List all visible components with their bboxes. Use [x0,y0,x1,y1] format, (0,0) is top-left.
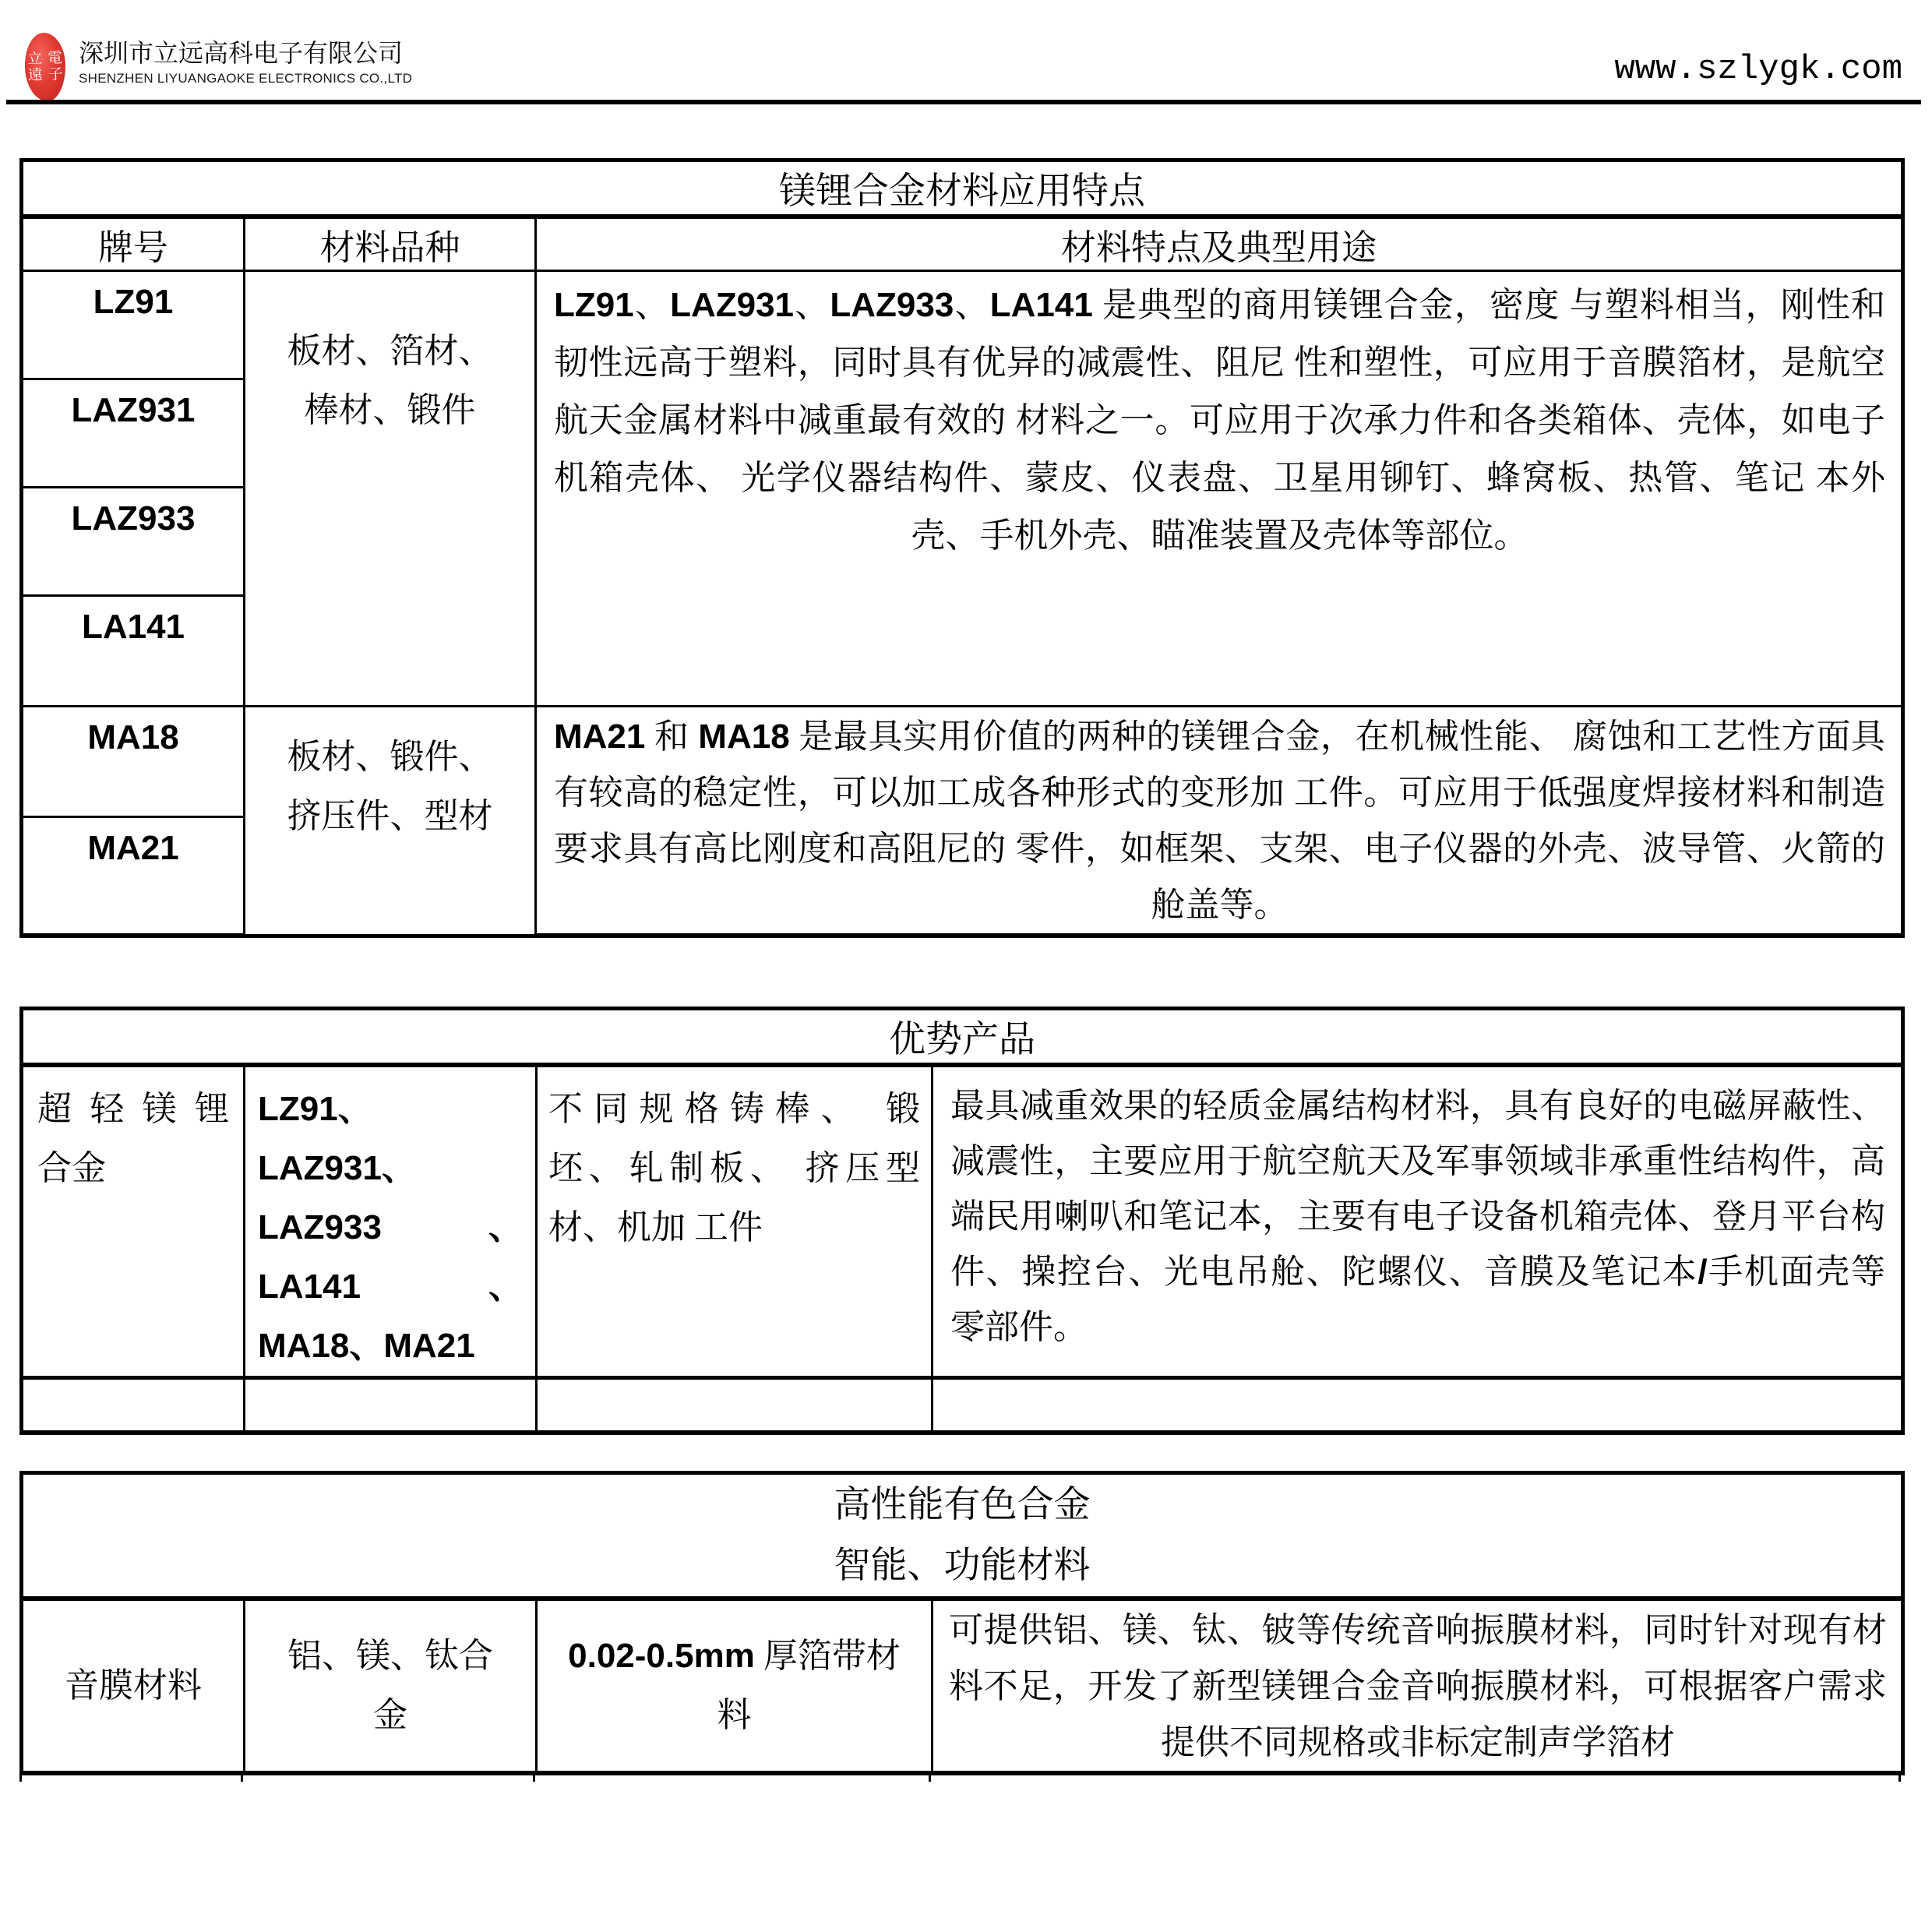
advantage-description: 最具减重效果的轻质金属结构材料，具有良好的电磁屏蔽性、减震性，主要应用于航空航天及军事领域非承重性结构件，高端民用喇叭和笔记本，主要有电子设备机箱壳体、登月平台构件、操控台、光电吊舱、陀螺仪、音膜及笔记本/手机面壳等零部件。 [933,1065,1903,1378]
diaphragm-spec [537,1599,933,1773]
text-line: 超轻镁锂 [37,1090,229,1128]
seal-char: 電 [47,50,63,67]
seal-char: 立 [26,51,43,68]
text-line: 板材、锻件、 [287,738,493,776]
table2-title: 优势产品 [22,1009,1903,1066]
empty-cell [245,1378,537,1433]
table-row [22,707,1903,817]
text-line: 高性能有色合金 [834,1485,1091,1525]
company-name-chinese: 深圳市立远高科电子有限公司 [79,39,404,67]
text-line: 智能、功能材料 [834,1546,1091,1586]
table-border-stub [19,1772,22,1782]
text-line: 不同规格铸棒、 锻 [548,1090,920,1128]
grade-la141: LA141 [22,596,245,707]
table-row [22,160,1903,217]
diaphragm-description: 可提供铝、镁、钛、铍等传统音响振膜材料，同时针对现有材料不足，开发了新型镁锂合金音响振膜材料，可根据客户需求提供不同规格或非标定制声学箔材 [933,1599,1903,1773]
table-row [22,1599,1903,1773]
grade-laz931: LAZ931 [22,379,245,488]
text-line: 材、机加 工件 [548,1208,763,1246]
empty-cell [537,1378,933,1433]
empty-cell [933,1378,1903,1433]
table3-title [22,1473,1903,1599]
grade-ma21: MA21 [22,817,245,936]
category-ultralight-mg-li [22,1065,245,1378]
seal-char: 子 [48,66,64,83]
diaphragm-alloys [245,1599,537,1773]
col-header-variety: 材料品种 [245,217,536,271]
text-line: 挤压件、型材 [287,797,493,835]
group1-description: LZ91、LAZ931、LAZ933、LA141 是典型的商用镁锂合金，密度 与塑料相当，刚性和韧性远高于塑料，同时具有优异的减震性、阻尼 性和塑性，可应用于音膜箔材，是航空航天金属材料中减重最有效的 材料之一。可应用于次承力件和各类箱体、壳体，如电子机箱壳体、 光学仪器结构件、蒙皮、仪表盘、卫星用铆钉、蜂窝板、热管、笔记 本外壳、手机外壳、瞄准装置及壳体等部位。 [536,271,1903,707]
table-row [22,1009,1903,1066]
table-row [22,1065,1903,1378]
group1-product-forms [245,271,536,707]
col-header-features: 材料特点及典型用途 [536,217,1903,271]
text-line: MA18、MA21 [258,1327,475,1365]
advantage-products-table [19,1007,1905,1435]
table1-title: 镁锂合金材料应用特点 [22,160,1903,217]
text-line: 金 [373,1696,407,1734]
table-border-stub [533,1772,535,1782]
table-border-stub [241,1772,243,1782]
company-name-english: SHENZHEN LIYUANGAOKE ELECTRONICS CO.,LTD [79,71,413,86]
grade-laz933: LAZ933 [22,488,245,596]
table-row [22,1378,1903,1433]
company-seal-icon [23,32,66,102]
text-line: LZ91、LAZ931、 [258,1090,416,1187]
table-border-stub [929,1772,931,1782]
grade-ma18: MA18 [22,707,245,817]
table-row [22,271,1903,379]
company-identity [79,39,412,86]
text-line: 0.02-0.5mm 厚箔带材 [568,1637,901,1675]
text-line: 板材、箔材、 [287,332,493,370]
seal-char: 遠 [27,67,44,84]
empty-cell [22,1378,245,1433]
group2-description: MA21 和 MA18 是最具实用价值的两种的镁锂合金，在机械性能、 腐蚀和工艺性方面具有较高的稳定性，可以加工成各种形式的变形加 工件。可应用于低强度焊接材料和制造要求具有高比刚度和高阻尼的 零件，如框架、支架、电子仪器的外壳、波导管、火箭的舱盖等。 [536,707,1903,936]
text-line: 坯、轧制板、 挤压型 [548,1149,920,1187]
advantage-product-forms [537,1065,933,1378]
group2-product-forms [245,707,536,936]
table-row [22,1473,1903,1599]
text-line: 料 [717,1696,752,1734]
application-characteristics-table [19,158,1905,938]
col-header-grade: 牌号 [22,217,245,271]
grade-lz91: LZ91 [22,271,245,379]
text-line: 棒材、锻件 [304,391,476,429]
website-url[interactable]: www.szlygk.com [1614,50,1902,89]
text-line: LAZ933、 [258,1208,523,1246]
table-row [22,217,1903,271]
text-line: 铝、镁、钛合 [287,1637,493,1675]
header-divider [6,100,1921,104]
text-line: LA141、 [258,1267,523,1306]
text-line: 合金 [37,1149,106,1187]
category-diaphragm-material: 音膜材料 [22,1599,245,1773]
advantage-grades [245,1065,537,1378]
table-border-stub [1899,1772,1901,1782]
functional-materials-table [19,1471,1905,1775]
